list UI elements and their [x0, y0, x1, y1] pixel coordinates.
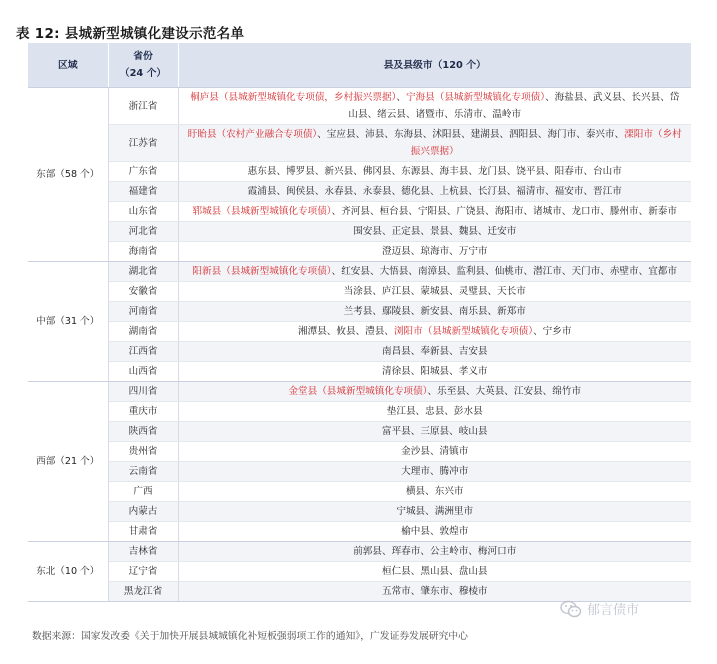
demonstration-list-table	[28, 43, 691, 602]
province-cell: 海南省	[108, 242, 178, 262]
province-cell: 陕西省	[108, 422, 178, 442]
table-row	[28, 202, 691, 222]
province-cell: 湖南省	[108, 322, 178, 342]
province-cell: 云南省	[108, 462, 178, 482]
province-cell: 山东省	[108, 202, 178, 222]
highlighted-county: 郓城县（县城新型城镇化专项债）	[192, 206, 332, 217]
table-row	[28, 562, 691, 582]
highlighted-county: 阳新县（县城新型城镇化专项债）	[192, 266, 332, 277]
counties-cell	[178, 422, 691, 442]
table-row	[28, 182, 691, 202]
counties-cell	[178, 442, 691, 462]
table-row	[28, 502, 691, 522]
highlighted-county: 金堂县（县城新型城镇化专项债）	[288, 386, 428, 397]
table-row	[28, 382, 691, 402]
county-text: 惠东县、博罗县、新兴县、佛冈县、东源县、海丰县、龙门县、饶平县、阳春市、台山市	[247, 166, 622, 177]
counties-cell	[178, 382, 691, 402]
region-cell: 东部（58 个）	[28, 88, 108, 262]
province-cell: 湖北省	[108, 262, 178, 282]
county-text: 湘潭县、攸县、澧县、	[298, 326, 394, 337]
county-text: 、红安县、大悟县、南漳县、监利县、仙桃市、潜江市、天门市、赤壁市、宜都市	[331, 266, 677, 277]
counties-cell	[178, 125, 691, 162]
counties-cell	[178, 262, 691, 282]
region-cell: 东北（10 个）	[28, 542, 108, 602]
county-text: 当涂县、庐江县、蒙城县、灵璧县、天长市	[343, 286, 526, 297]
county-text: 南昌县、奉新县、吉安县	[381, 346, 488, 357]
highlighted-county: 溧阳市（乡村振兴票据）	[410, 129, 682, 157]
county-text: 榆中县、敦煌市	[401, 526, 469, 537]
province-cell: 内蒙古	[108, 502, 178, 522]
counties-cell	[178, 362, 691, 382]
header-region: 区域	[28, 43, 108, 88]
table-header-row	[28, 43, 691, 88]
province-cell: 山西省	[108, 362, 178, 382]
counties-cell	[178, 402, 691, 422]
watermark-text: 郁言债市	[587, 603, 640, 618]
region-cell: 中部（31 个）	[28, 262, 108, 382]
province-cell: 安徽省	[108, 282, 178, 302]
table-row	[28, 282, 691, 302]
table-row	[28, 442, 691, 462]
counties-cell	[178, 162, 691, 182]
counties-cell	[178, 322, 691, 342]
province-cell: 重庆市	[108, 402, 178, 422]
county-text: 前郭县、珲春市、公主岭市、梅河口市	[353, 546, 517, 557]
counties-cell	[178, 282, 691, 302]
region-cell: 西部（21 个）	[28, 382, 108, 542]
table-row	[28, 222, 691, 242]
county-text: 金沙县、清镇市	[401, 446, 469, 457]
province-cell: 江西省	[108, 342, 178, 362]
county-text: 、乐至县、大英县、江安县、绵竹市	[427, 386, 582, 397]
province-cell: 河南省	[108, 302, 178, 322]
province-cell: 广西	[108, 482, 178, 502]
province-cell: 江苏省	[108, 125, 178, 162]
province-cell: 浙江省	[108, 88, 178, 125]
source-note: 数据来源：国家发改委《关于加快开展县城城镇化补短板强弱项工作的通知》，广发证券发展研究中心	[32, 631, 468, 642]
county-text: 桓仁县、黑山县、盘山县	[381, 566, 488, 577]
counties-cell	[178, 502, 691, 522]
province-cell: 吉林省	[108, 542, 178, 562]
county-text: 、	[396, 92, 406, 103]
county-text: 五常市、肇东市、穆棱市	[381, 586, 488, 597]
county-text: 垫江县、忠县、彭水县	[386, 406, 483, 417]
table-row	[28, 462, 691, 482]
province-cell: 甘肃省	[108, 522, 178, 542]
table-row	[28, 402, 691, 422]
table-row	[28, 162, 691, 182]
province-cell: 黑龙江省	[108, 582, 178, 602]
highlighted-county: 盱眙县（农村产业融合专项债）	[187, 129, 318, 140]
counties-cell	[178, 202, 691, 222]
county-text: 清徐县、阳城县、孝义市	[381, 366, 488, 377]
county-text: 兰考县、鄢陵县、新安县、南乐县、新郑市	[343, 306, 526, 317]
highlighted-county: 浏阳市（县城新型城镇化专项债）	[393, 326, 534, 337]
highlighted-county: 宁海县（县城新型城镇化专项债）	[405, 92, 546, 103]
counties-cell	[178, 182, 691, 202]
counties-cell	[178, 302, 691, 322]
counties-cell	[178, 222, 691, 242]
county-text: 富平县、三原县、岐山县	[381, 426, 488, 437]
table-row	[28, 125, 691, 162]
province-cell: 广东省	[108, 162, 178, 182]
county-text: 霞浦县、闽侯县、永春县、永泰县、德化县、上杭县、长汀县、福清市、福安市、晋江市	[247, 186, 622, 197]
counties-cell	[178, 562, 691, 582]
county-text: 、宁乡市	[533, 326, 572, 337]
county-text: 、海盐县、武义县、长兴县、岱山县、绪云县、诸暨市、乐清市、温岭市	[348, 92, 680, 120]
counties-cell	[178, 242, 691, 262]
province-cell: 福建省	[108, 182, 178, 202]
wechat-icon	[560, 600, 582, 618]
table-row	[28, 262, 691, 282]
counties-cell	[178, 542, 691, 562]
table-row	[28, 542, 691, 562]
table-row	[28, 242, 691, 262]
table-row	[28, 322, 691, 342]
table-row	[28, 362, 691, 382]
table-row	[28, 302, 691, 322]
header-province-label: 省份	[133, 51, 153, 62]
table-row	[28, 88, 691, 125]
county-text: 横县、东兴市	[405, 486, 464, 497]
table-title: 表 12: 县城新型城镇化建设示范名单	[16, 26, 245, 42]
header-province	[108, 43, 178, 88]
highlighted-county: 桐庐县（县城新型城镇化专项债，乡村振兴票据）	[190, 92, 397, 103]
counties-cell	[178, 88, 691, 125]
county-text: 、齐河县、桓台县、宁阳县、广饶县、海阳市、诸城市、龙口市、滕州市、新泰市	[331, 206, 677, 217]
county-text: 围安县、正定县、景县、魏县、迁安市	[353, 226, 517, 237]
county-text: 澄迈县、琼海市、万宁市	[381, 246, 488, 257]
table-row	[28, 482, 691, 502]
table-body	[28, 88, 691, 602]
header-counties: 县及县级市（120 个）	[178, 43, 691, 88]
table-row	[28, 422, 691, 442]
county-text: 、宝应县、沛县、东海县、沭阳县、建湖县、泗阳县、海门市、泰兴市、	[317, 129, 625, 140]
table-row	[28, 342, 691, 362]
counties-cell	[178, 462, 691, 482]
counties-cell	[178, 342, 691, 362]
county-text: 宁城县、满洲里市	[396, 506, 474, 517]
province-cell: 河北省	[108, 222, 178, 242]
province-cell: 辽宁省	[108, 562, 178, 582]
province-cell: 四川省	[108, 382, 178, 402]
county-text: 大理市、腾冲市	[401, 466, 469, 477]
table-row	[28, 522, 691, 542]
counties-cell	[178, 522, 691, 542]
province-cell: 贵州省	[108, 442, 178, 462]
counties-cell	[178, 482, 691, 502]
header-province-count: （24 个）	[119, 68, 167, 79]
watermark	[560, 599, 639, 618]
